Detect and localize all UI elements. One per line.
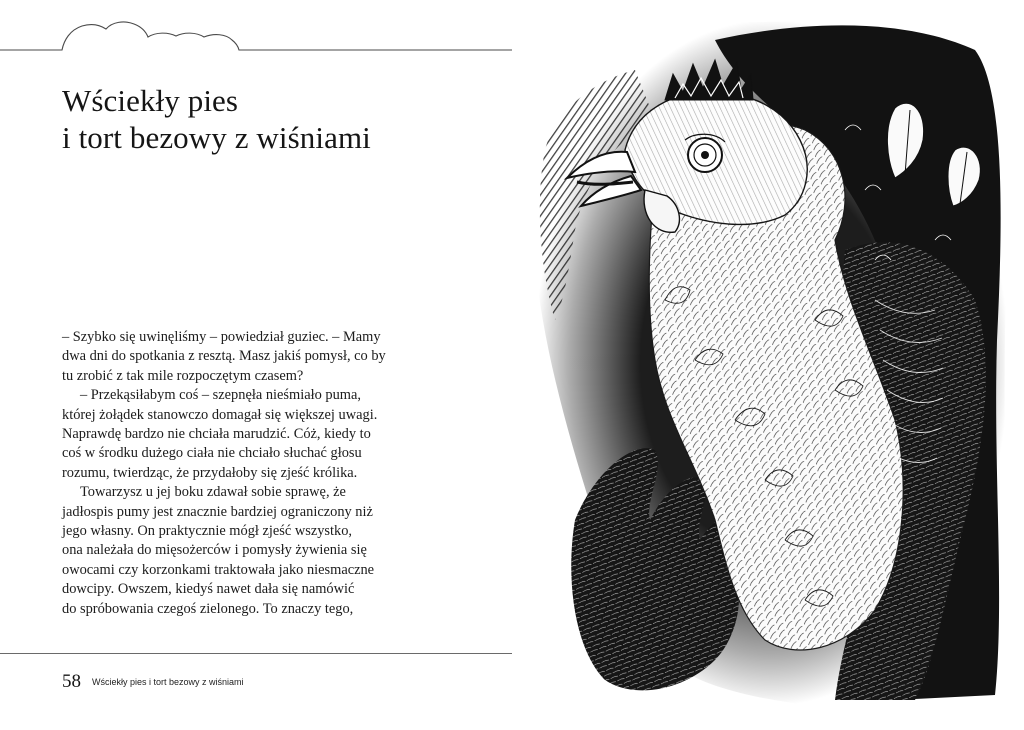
text-line: rozumu, twierdząc, że przydałoby się zjeść królika. bbox=[62, 464, 358, 481]
text-line: dowcipy. Owszem, kiedyś nawet dała się namówić bbox=[62, 581, 355, 598]
chapter-title bbox=[62, 82, 371, 156]
text-line: ona należała do mięsożerców i pomysły żywienia się bbox=[62, 542, 367, 559]
text-line: której żołądek stanowczo domagał się większej uwagi. bbox=[62, 406, 378, 423]
text-line: coś w środku dużego ciała nie chciało słuchać głosu bbox=[62, 445, 362, 462]
text-line: – Szybko się uwinęliśmy – powiedział guziec. – Mamy bbox=[62, 329, 381, 345]
text-line: tu zrobić z tak mile rozpoczętym czasem? bbox=[62, 367, 304, 384]
cloud-header-ornament bbox=[0, 10, 515, 55]
rooster-illustration bbox=[515, 0, 1024, 730]
text-line: dwa dni do spotkania z resztą. Masz jakiś pomysł, co by bbox=[62, 348, 386, 365]
text-line: Naprawdę bardzo nie chciała marudzić. Cóż, kiedy to bbox=[62, 426, 371, 443]
text-line: Towarzysz u jej boku zdawał sobie sprawę, że bbox=[80, 484, 346, 501]
text-line: owocami czy korzonkami traktowała jako niesmaczne bbox=[62, 561, 375, 578]
text-line: jego własny. On praktycznie mógł zjeść wszystko, bbox=[62, 523, 353, 540]
text-line: jadłospis pumy jest znacznie bardziej ograniczony niż bbox=[62, 503, 373, 520]
right-page bbox=[515, 0, 1024, 730]
footer-rule bbox=[0, 653, 512, 654]
text-line: do spróbowania czegoś zielonego. To znaczy tego, bbox=[62, 600, 354, 617]
page-number: 58 bbox=[62, 671, 81, 692]
text-line: – Przekąsiłabym coś – szepnęła nieśmiało puma, bbox=[80, 387, 361, 404]
chapter-title-line-1: Wściekły pies bbox=[62, 83, 239, 118]
chapter-title-line-2: i tort bezowy z wiśniami bbox=[62, 120, 371, 155]
body-text bbox=[62, 328, 402, 619]
running-head: Wściekły pies i tort bezowy z wiśniami bbox=[92, 677, 244, 687]
